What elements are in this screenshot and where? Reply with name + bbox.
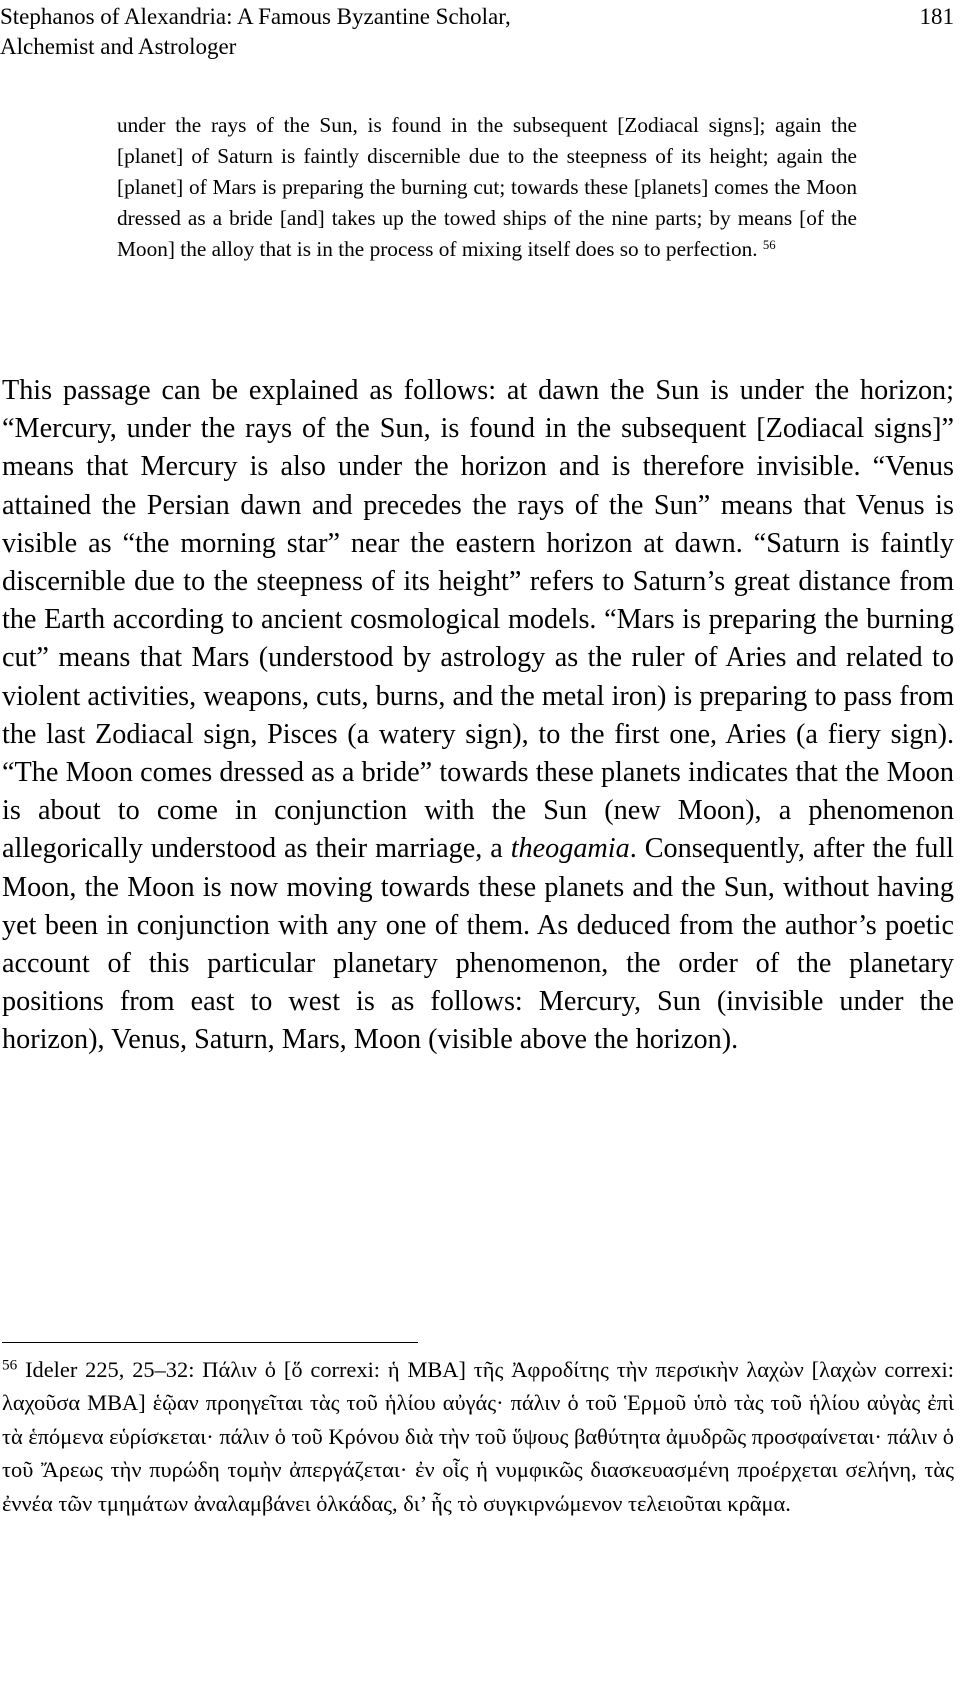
- quote-text: under the rays of the Sun, is found in the subsequent [Zodiacal signs]; again the [planet] of Saturn is faintly discernible due to the steepness of its height; again the [planet] of Mars is preparing the burning cut; towards these [planets] comes the Moon dressed as a bride [and] takes up the towed ships of the nine parts; by means [of the Moon] the alloy that is in the process of mixing itself does so to perfection.: [117, 113, 857, 261]
- page-number: 181: [919, 4, 954, 29]
- body-paragraph: [2, 372, 954, 1060]
- running-title: [0, 2, 700, 62]
- block-quote: [117, 110, 857, 265]
- paragraph-text-part-2: . Consequently, after the full Moon, the Moon is now moving towards these planets and the Sun, without having yet been in conjunction with any one of them. As deduced from the author’s poetic account of this particular planetary phenomenon, the order of the planetary positions from east to west is as follows: Mercury, Sun (invisible under the horizon), Venus, Saturn, Mars, Moon (visible above the horizon).: [2, 833, 954, 1056]
- footnote-number: 56: [2, 1356, 18, 1374]
- footnote-separator: [2, 1342, 418, 1343]
- paragraph-text-part-1: This passage can be explained as follows: at dawn the Sun is under the horizon; “Mercury, under the rays of the Sun, is found in the subsequent [Zodiacal signs]” means that Mercury is also under the horizon and is therefore invisible. “Venus attained the Persian dawn and precedes the rays of the Sun” means that Venus is visible as “the morning star” near the eastern horizon at dawn. “Saturn is faintly discernible due to the steepness of its height” refers to Saturn’s great distance from the Earth according to ancient cosmological models. “Mars is preparing the burning cut” means that Mars (understood by astrology as the ruler of Aries and related to violent activities, weapons, cuts, burns, and the metal iron) is preparing to pass from the last Zodiacal sign, Pisces (a watery sign), to the first one, Aries (a fiery sign). “The Moon comes dressed as a bride” towards these planets indicates that the Moon is about to come in conjunction with the Sun (new Moon), a phenomenon allegorically understood as their marriage, a: [2, 375, 954, 865]
- italic-term: theogamia: [510, 833, 630, 865]
- footnote-reference: 56: [762, 237, 776, 252]
- footnote-text: Ideler 225, 25–32: Πάλιν ὁ [ὅ correxi: ἡ MBA] τῆς Ἀφροδίτης τὴν περσικὴν λαχὼν [λαχὼν correxi: λαχοῦσα MBA] ἑῷαν προηγεῖται τὰς τοῦ ἡλίου αὐγάς· πάλιν ὁ τοῦ Ἑρμοῦ ὑπὸ τὰς τοῦ ἡλίου αὐγὰς ἐπὶ τὰ ἑπόμενα εὑρίσκεται· πάλιν ὁ τοῦ Κρόνου διὰ τὴν τοῦ ὕψους βαθύτητα ἀμυδρῶς προσφαίνεται· πάλιν ὁ τοῦ Ἄρεως τὴν πυρώδη τομὴν ἀπεργάζεται· ἐν οἷς ἡ νυμφικῶς διασκευασμένη προέρχεται σελήνη, τὰς ἐννέα τῶν τμημάτων ἀναλαμβάνει ὁλκάδας, δι’ ἧς τὸ συγκιρνώμενον τελειοῦται κρᾶμα.: [2, 1357, 954, 1516]
- running-title-line-2: Alchemist and Astrologer: [0, 34, 237, 59]
- footnote: [2, 1353, 954, 1520]
- running-title-line-1: Stephanos of Alexandria: A Famous Byzantine Scholar,: [0, 4, 511, 29]
